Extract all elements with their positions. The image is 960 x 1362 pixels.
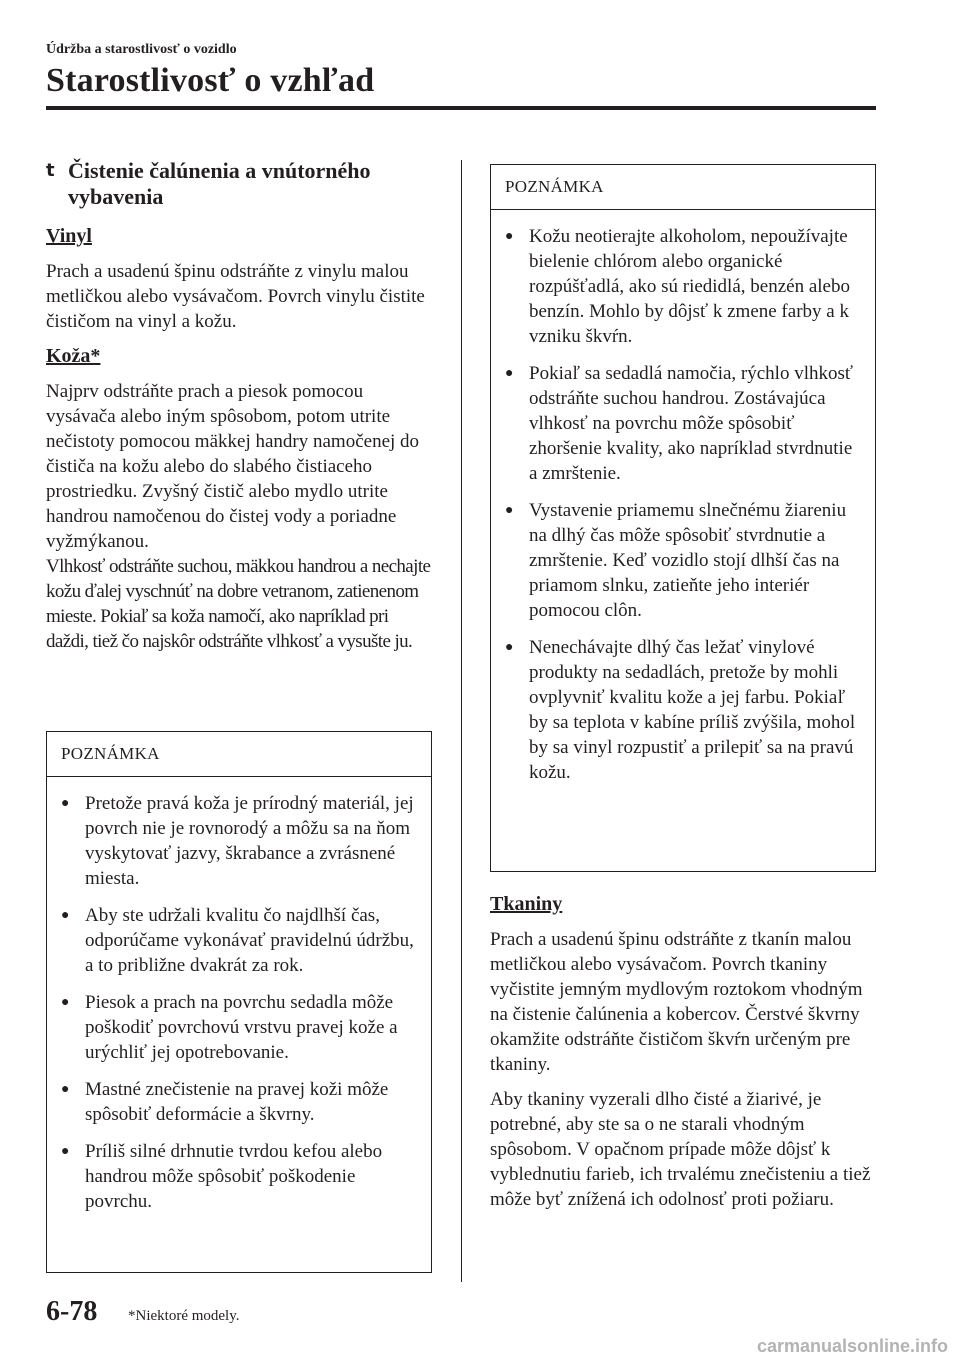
note-item xyxy=(505,224,865,349)
note-item xyxy=(61,903,421,978)
subheading-fabric: Tkaniny xyxy=(490,893,563,915)
bullet-icon: ● xyxy=(61,1082,70,1097)
leather-paragraph-1: Najprv odstráňte prach a piesok pomocou vysávača alebo iným spôsobom, potom utrite nečistoty pomocou mäkkej handry namočenej do čističa na kožu alebo do slabého čistiaceho prostriedku. Zvyšný čistič alebo mydlo utrite handrou namočenou do čistej vody a poriadne vyžmýkanou. xyxy=(46,381,420,552)
note-item-text: Aby ste udržali kvalitu čo najdlhší čas, odporúčame vykonávať pravidelnú údržbu, a to približne dvakrát za rok. xyxy=(85,905,414,976)
right-column xyxy=(490,892,876,1222)
note-item xyxy=(61,1139,421,1214)
subheading-leather: Koža* xyxy=(46,345,101,367)
left-column xyxy=(46,158,432,664)
note-item-text: Kožu neotierajte alkoholom, nepoužívajte bielenie chlórom alebo organické rozpúšťadlá, ako sú riedidlá, benzén alebo benzín. Mohlo by dôjsť k zmene farby a k vzniku škvŕn. xyxy=(529,226,850,347)
note-list xyxy=(491,210,875,785)
bullet-icon: ● xyxy=(61,796,70,811)
section-breadcrumb: Údržba a starostlivosť o vozidlo xyxy=(46,42,237,57)
bullet-icon: ● xyxy=(505,229,514,244)
footnote: *Niektoré modely. xyxy=(128,1308,240,1324)
note-item-text: Piesok a prach na povrchu sedadla môže poškodiť povrchovú vrstvu pravej kože a urýchliť jej opotrebovanie. xyxy=(85,992,398,1063)
note-item-text: Mastné znečistenie na pravej koži môže spôsobiť deformácie a škvrny. xyxy=(85,1079,389,1125)
column-divider xyxy=(461,160,462,1282)
bullet-icon: ● xyxy=(61,995,70,1010)
bullet-icon: ● xyxy=(61,908,70,923)
bullet-icon: ● xyxy=(505,640,514,655)
note-box-care xyxy=(490,164,876,872)
section-heading-text: Čistenie čalúnenia a vnútorného vybavenia xyxy=(68,158,371,209)
vinyl-paragraph: Prach a usadenú špinu odstráňte z vinylu malou metličkou alebo vysávačom. Povrch vinylu čistite čističom na vinyl a kožu. xyxy=(46,261,425,332)
note-item xyxy=(505,498,865,623)
note-item-text: Príliš silné drhnutie tvrdou kefou alebo handrou môže spôsobiť poškodenie povrchu. xyxy=(85,1141,383,1212)
note-item-text: Pokiaľ sa sedadlá namočia, rýchlo vlhkosť odstráňte suchou handrou. Zostávajúca vlhkosť na povrchu môže spôsobiť zhoršenie kvality, ako napríklad stvrdnutie a zmrštenie. xyxy=(529,363,853,484)
subheading-vinyl: Vinyl xyxy=(46,225,92,247)
section-marker-icon: t xyxy=(46,160,55,181)
note-item xyxy=(505,635,865,785)
page-title: Starostlivosť o vzhľad xyxy=(46,62,375,99)
section-heading xyxy=(46,158,432,210)
note-title: POZNÁMKA xyxy=(491,165,875,210)
bullet-icon: ● xyxy=(505,366,514,381)
note-item xyxy=(61,791,421,891)
note-item-text: Nenechávajte dlhý čas ležať vinylové produkty na sedadlách, pretože by mohli ovplyvniť kvalitu kože a jej farbu. Pokiaľ by sa teplota v kabíne príliš zvýšila, mohol by sa vinyl rozpustiť a prilepiť sa na pravú kožu. xyxy=(529,637,856,783)
header-divider xyxy=(46,106,876,110)
note-item-text: Vystavenie priamemu slnečnému žiareniu na dlhý čas môže spôsobiť stvrdnutie a zmrštenie. Keď vozidlo stojí dlhší čas na priamom slnku, zatieňte jeho interiér pomocou clôn. xyxy=(529,500,847,621)
note-list xyxy=(47,777,431,1214)
page-number: 6-78 xyxy=(46,1296,98,1327)
note-item xyxy=(61,990,421,1065)
note-title: POZNÁMKA xyxy=(47,732,431,777)
bullet-icon: ● xyxy=(61,1144,70,1159)
bullet-icon: ● xyxy=(505,503,514,518)
note-box-leather xyxy=(46,731,432,1273)
watermark: carmanualsonline.info xyxy=(756,1336,948,1356)
note-item xyxy=(61,1077,421,1127)
fabric-paragraph-2: Aby tkaniny vyzerali dlho čisté a žiarivé, je potrebné, aby ste sa o ne starali vhodným spôsobom. V opačnom prípade môže dôjsť k vyblednutiu farieb, ich trvalému znečisteniu a tiež môže byť znížená ich odolnosť proti požiaru. xyxy=(490,1089,871,1210)
note-item-text: Pretože pravá koža je prírodný materiál, jej povrch nie je rovnorodý a môžu sa na ňom vyskytovať jazvy, škrabance a zvrásnené miesta. xyxy=(85,793,414,889)
note-item xyxy=(505,361,865,486)
fabric-paragraph-1: Prach a usadenú špinu odstráňte z tkanín malou metličkou alebo vysávačom. Povrch tkaniny vyčistite jemným mydlovým roztokom vhodným na čistenie čalúnenia a kobercov. Čerstvé škvrny okamžite odstráňte čističom škvŕn určeným pre tkaniny. xyxy=(490,929,863,1075)
leather-paragraph-2: Vlhkosť odstráňte suchou, mäkkou handrou a nechajte kožu ďalej vyschnúť na dobre vetranom, zatienenom mieste. Pokiaľ sa koža namočí, ako napríklad pri daždi, tiež čo najskôr odstráňte vlhkosť a vysušte ju. xyxy=(46,556,431,652)
